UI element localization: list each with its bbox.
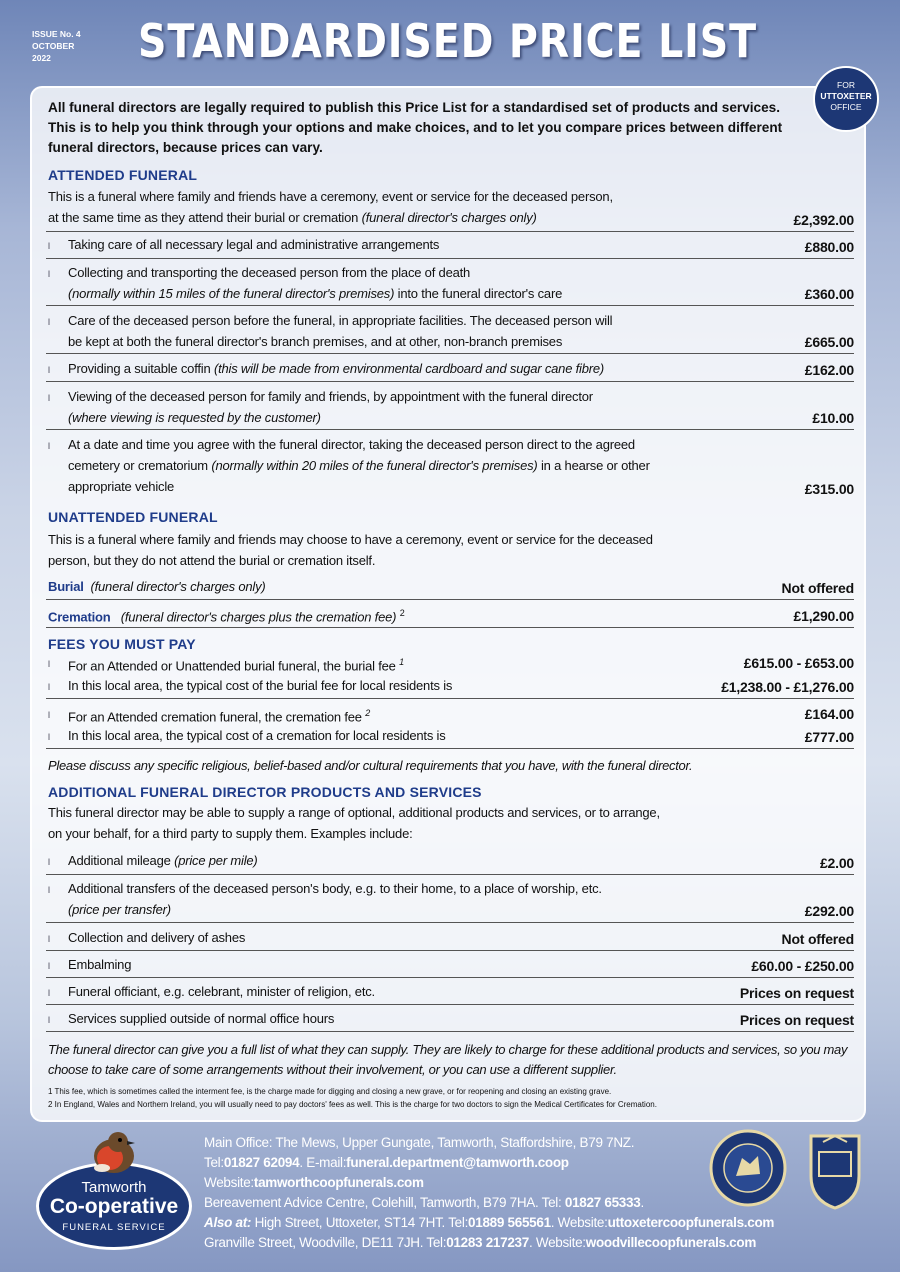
list-item: [46, 386, 854, 430]
burial-note: (funeral director's charges only): [90, 579, 266, 594]
list-item: [46, 652, 854, 674]
issue-info: [32, 28, 81, 64]
item-text: [68, 310, 708, 352]
item-footnote-ref: 1: [399, 657, 404, 667]
cremation-text: [48, 603, 748, 627]
attended-total-row: [46, 186, 854, 232]
list-item: [46, 262, 854, 306]
item-price: £315.00: [804, 481, 854, 497]
burial-price: Not offered: [781, 580, 854, 596]
item-text-line1: Additional transfers of the deceased person's body, e.g. to their home, to a place of worship, etc.: [68, 881, 602, 896]
additional-desc: [48, 802, 768, 844]
item-text: [68, 434, 708, 497]
cremation-label: Cremation: [48, 609, 111, 625]
woodville-address: Granville Street, Woodville, DE11 7JH. Tel:: [204, 1235, 447, 1250]
bereavement-tel: 01827 65333: [564, 1195, 641, 1210]
unattended-heading: UNATTENDED FUNERAL: [48, 509, 218, 525]
bullet-icon: l: [48, 659, 50, 669]
bullet-icon: l: [48, 732, 50, 742]
bereavement-line: Bereavement Advice Centre, Colehill, Tamworth, B79 7HA. Tel: 01827 65333.: [204, 1195, 644, 1210]
uttoxeter-address: High Street, Uttoxeter, ST14 7HT. Tel:: [254, 1215, 469, 1230]
item-text-line1: Care of the deceased person before the funeral, in appropriate facilities. The deceased person will: [68, 313, 613, 328]
list-item: [46, 878, 854, 923]
list-item: [46, 434, 854, 500]
issue-number: ISSUE No. 4: [32, 29, 81, 39]
additional-desc-line2: on your behalf, for a third party to supply them. Examples include:: [48, 826, 413, 841]
footnote-1: 1 This fee, which is sometimes called the interment fee, is the charge made for digging and closing a new grave, or for reopening and closing an existing grave.: [48, 1087, 612, 1096]
cremation-row: [46, 603, 854, 628]
woodville-tel: 01283 217237: [446, 1235, 529, 1250]
bullet-icon: l: [48, 988, 50, 998]
bullet-icon: l: [48, 682, 50, 692]
bullet-icon: l: [48, 961, 50, 971]
nafd-seal-icon: [708, 1128, 788, 1208]
also-label: Also at:: [204, 1215, 252, 1230]
item-text: Funeral officiant, e.g. celebrant, minister of religion, etc.: [68, 984, 375, 999]
logo-line1: Tamworth: [81, 1179, 147, 1196]
office-badge: [813, 66, 879, 132]
bullet-icon: l: [48, 269, 50, 279]
item-text: Collection and delivery of ashes: [68, 930, 246, 945]
item-text: Taking care of all necessary legal and administrative arrangements: [68, 237, 440, 252]
bullet-icon: l: [48, 365, 50, 375]
item-price: Not offered: [781, 931, 854, 947]
additional-heading: ADDITIONAL FUNERAL DIRECTOR PRODUCTS AND SERVICES: [48, 784, 482, 800]
cremation-note: (funeral director's charges plus the cremation fee): [120, 609, 397, 625]
item-price: £1,238.00 - £1,276.00: [721, 679, 854, 695]
burial-text: [48, 576, 748, 597]
item-price: £360.00: [804, 286, 854, 302]
item-price: £665.00: [804, 334, 854, 350]
item-text-note: (price per transfer): [68, 902, 171, 917]
item-text: [68, 850, 708, 871]
item-price: Prices on request: [739, 1012, 854, 1028]
email-link[interactable]: funeral.department@tamworth.coop: [346, 1155, 569, 1170]
item-price: Prices on request: [739, 985, 854, 1001]
tel-label: Tel:: [204, 1155, 224, 1170]
bereavement-address: Bereavement Advice Centre, Colehill, Tamworth, B79 7HA. Tel:: [204, 1195, 562, 1210]
badge-place: UTTOXETER: [820, 91, 872, 101]
list-item: [46, 703, 854, 725]
uttoxeter-line: [204, 1213, 774, 1233]
item-text-line1: Collecting and transporting the deceased person from the place of death: [68, 265, 471, 280]
issue-year: 2022: [32, 53, 51, 63]
item-text: In this local area, the typical cost of the burial fee for local residents is: [68, 678, 453, 693]
item-text: [68, 358, 708, 379]
additional-note: The funeral director can give you a full list of what they can supply. They are likely to charge for these additional products and services, so you may choose to take care of some arrangements without their involvement, or you can use a different supplier.: [48, 1042, 848, 1077]
cremation-footnote-ref: 2: [399, 608, 405, 618]
item-text-note: (where viewing is requested by the customer): [68, 410, 321, 425]
uttoxeter-tel: 01889 565561: [468, 1215, 551, 1230]
item-price: £162.00: [804, 362, 854, 378]
list-item: [46, 234, 854, 259]
item-text-after: in a hearse or other: [540, 458, 650, 473]
item-text: Embalming: [68, 957, 132, 972]
item-text: Services supplied outside of normal office hours: [68, 1011, 335, 1026]
footnote-2: 2 In England, Wales and Northern Ireland, you will usually need to pay doctors' fees as well. This is the charge for two doctors to sign the Medical Certificates for Cremation.: [48, 1100, 657, 1109]
item-text-line1: Viewing of the deceased person for family and friends, by appointment with the funeral director: [68, 389, 593, 404]
item-text: [68, 262, 708, 304]
item-text-line1: At a date and time you agree with the funeral director, taking the deceased person direct to the agreed: [68, 437, 635, 452]
uttoxeter-web-label: . Website:: [550, 1215, 608, 1230]
bullet-icon: l: [48, 441, 50, 451]
cremation-price: £1,290.00: [793, 608, 854, 624]
attended-desc-line1: This is a funeral where family and friends have a ceremony, event or service for the deceased person,: [48, 189, 613, 204]
bullet-icon: l: [48, 710, 50, 720]
item-text-note: (price per mile): [174, 853, 258, 868]
coop-logo: [36, 1128, 192, 1256]
website-line: [204, 1173, 774, 1193]
burial-label: Burial: [48, 579, 84, 594]
list-item: [46, 927, 854, 951]
item-text-line2: be kept at both the funeral director's branch premises, and at other, non-branch premises: [68, 334, 563, 349]
fees-note: Please discuss any specific religious, belief-based and/or cultural requirements that you have, with the funeral director.: [48, 758, 693, 773]
item-text-after: into the funeral director's care: [397, 286, 563, 301]
logo-line3: FUNERAL SERVICE: [62, 1222, 166, 1233]
attended-desc-line2: at the same time as they attend their burial or cremation: [48, 210, 359, 225]
badge-office: OFFICE: [830, 102, 862, 112]
list-item: [46, 850, 854, 875]
item-text-line1: For an Attended or Unattended burial funeral, the burial fee: [68, 658, 396, 674]
bullet-icon: l: [48, 857, 50, 867]
item-price: £10.00: [812, 410, 854, 426]
tel-number: 01827 62094: [223, 1155, 300, 1170]
main-office: Main Office: The Mews, Upper Gungate, Tamworth, Staffordshire, B79 7NZ.: [204, 1135, 635, 1150]
item-price: £777.00: [804, 729, 854, 745]
bullet-icon: l: [48, 317, 50, 327]
badge-for: FOR: [837, 80, 855, 90]
attended-total-price: £2,392.00: [793, 212, 854, 228]
item-price: £60.00 - £250.00: [751, 958, 854, 974]
item-text-line1: For an Attended cremation funeral, the cremation fee: [68, 709, 362, 725]
item-text: [68, 652, 708, 676]
email-label: . E-mail:: [299, 1155, 347, 1170]
list-item: [46, 310, 854, 354]
item-text-line2: cemetery or crematorium: [68, 458, 208, 473]
item-price: £164.00: [804, 706, 854, 722]
attended-desc: [48, 186, 748, 228]
unattended-desc: [48, 529, 768, 571]
item-text-note: (normally within 20 miles of the funeral director's premises): [211, 458, 538, 473]
woodville-web-label: . Website:: [528, 1235, 586, 1250]
contact-block: [204, 1133, 774, 1253]
list-item: [46, 1008, 854, 1032]
list-item: [46, 725, 854, 749]
bullet-icon: l: [48, 393, 50, 403]
logo-line2: Co-operative: [49, 1195, 179, 1218]
woodville-website-link[interactable]: woodvillecoopfunerals.com: [585, 1235, 757, 1250]
item-text: In this local area, the typical cost of a cremation for local residents is: [68, 728, 446, 743]
website-label: Website:: [204, 1175, 254, 1190]
burial-row: [46, 576, 854, 600]
item-price: £2.00: [819, 855, 854, 871]
bullet-icon: l: [48, 1015, 50, 1025]
item-text-line3: appropriate vehicle: [68, 479, 175, 494]
item-price: £292.00: [804, 903, 854, 919]
uttoxeter-website-link[interactable]: uttoxetercoopfunerals.com: [607, 1215, 775, 1230]
list-item: [46, 981, 854, 1005]
robin-icon: [88, 1128, 140, 1176]
item-text-line1: Additional mileage: [68, 853, 171, 868]
item-price: £880.00: [804, 239, 854, 255]
website-link[interactable]: tamworthcoopfunerals.com: [253, 1175, 424, 1190]
item-text-note: (this will be made from environmental cardboard and sugar cane fibre): [213, 361, 605, 376]
bullet-icon: l: [48, 241, 50, 251]
tel-email-line: [204, 1153, 774, 1173]
unattended-desc-line2: person, but they do not attend the burial or cremation itself.: [48, 553, 376, 568]
page-title: STANDARDISED PRICE LIST: [138, 14, 757, 68]
additional-desc-line1: This funeral director may be able to supply a range of optional, additional products and services, or to arrange,: [48, 805, 660, 820]
list-item: [46, 675, 854, 699]
item-text: [68, 703, 708, 727]
list-item: [46, 358, 854, 382]
item-text: [68, 386, 708, 428]
woodville-line: [204, 1233, 774, 1253]
item-text-line1: Providing a suitable coffin: [68, 361, 211, 376]
attended-desc-note: (funeral director's charges only): [361, 210, 537, 225]
item-text-note: (normally within 15 miles of the funeral director's premises): [68, 286, 395, 301]
item-price: £615.00 - £653.00: [743, 655, 854, 671]
bife-crest-icon: [805, 1130, 865, 1210]
bullet-icon: l: [48, 934, 50, 944]
fees-heading: FEES YOU MUST PAY: [48, 636, 196, 652]
intro-text: All funeral directors are legally required to publish this Price List for a standardised set of products and services. This is to help you think through your options and make choices, and to let you compare prices between different funeral directors, because prices can vary.: [48, 100, 783, 155]
item-footnote-ref: 2: [365, 708, 371, 718]
attended-heading: ATTENDED FUNERAL: [48, 167, 198, 183]
item-text: [68, 878, 708, 920]
list-item: [46, 954, 854, 978]
unattended-desc-line1: This is a funeral where family and friends may choose to have a ceremony, event or service for the deceased: [48, 532, 653, 547]
issue-month: OCTOBER: [32, 41, 75, 51]
bullet-icon: l: [48, 885, 50, 895]
